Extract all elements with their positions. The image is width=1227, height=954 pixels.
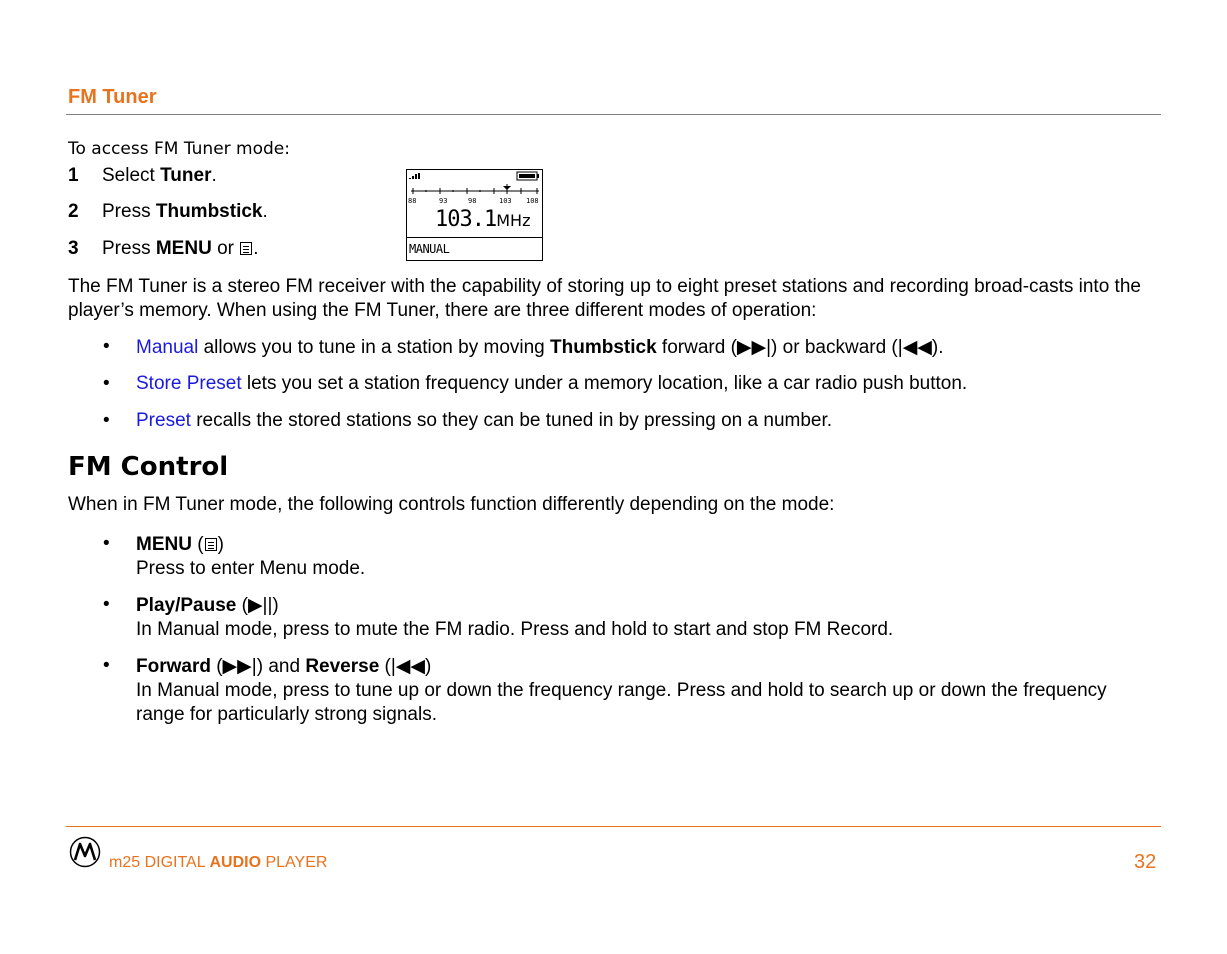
menu-icon <box>205 538 217 551</box>
mode-link-manual[interactable]: Manual <box>136 337 199 358</box>
fm-control-intro: When in FM Tuner mode, the following controls function differently depending on the mode: <box>68 494 835 515</box>
menu-icon <box>240 242 252 255</box>
section-title: FM Tuner <box>68 86 157 108</box>
mode-text: lets you set a station frequency under a memory location, like a car radio push button. <box>241 373 968 394</box>
step-number: 2 <box>68 201 79 222</box>
control-title: Play/Pause <box>136 595 237 616</box>
mode-text: recalls the stored stations so they can be tuned in by pressing on a number. <box>190 410 833 431</box>
scale-label: 108 <box>526 197 539 205</box>
scale-label: 88 <box>408 197 417 205</box>
step-2 <box>68 201 268 223</box>
step-text: Press <box>102 201 156 222</box>
battery-icon <box>517 172 539 180</box>
control-title-suffix: (▶▶|) and <box>210 656 306 677</box>
bullet-icon: • <box>103 533 110 554</box>
scale-label: 98 <box>468 197 477 205</box>
scale-label: 103 <box>499 197 512 205</box>
step-number: 1 <box>68 165 79 186</box>
step-number: 3 <box>68 238 79 259</box>
motorola-logo-icon <box>69 836 101 868</box>
control-description: Press to enter Menu mode. <box>136 558 366 579</box>
bullet-icon: • <box>103 655 110 676</box>
lcd-divider <box>407 237 542 238</box>
mode-text: forward (▶▶|) or backward (|◀◀). <box>656 337 944 358</box>
step-text: Press <box>102 238 156 259</box>
mode-link-preset[interactable]: Preset <box>136 410 191 431</box>
control-title-suffix: (▶||) <box>236 595 279 616</box>
mode-bold: Thumbstick <box>550 337 657 358</box>
step-bold: Tuner <box>160 165 212 186</box>
bullet-icon: • <box>103 410 110 431</box>
frequency-unit: MHz <box>496 211 531 230</box>
footer-product-name <box>109 854 327 872</box>
mode-text: allows you to tune in a station by moving <box>198 337 551 358</box>
footer-text-bold: AUDIO <box>209 854 262 871</box>
frequency-value: 103.1 <box>435 207 497 232</box>
step-1 <box>68 165 217 187</box>
bullet-icon: • <box>103 594 110 615</box>
step-text: . <box>262 201 268 222</box>
footer-rule <box>66 826 1161 827</box>
lcd-tuning-scale <box>407 170 542 206</box>
step-text: or <box>211 238 240 259</box>
control-title-suffix: ( <box>191 534 204 555</box>
step-text: . <box>211 165 217 186</box>
signal-strength-icon <box>409 173 420 179</box>
footer-text: m25 DIGITAL <box>109 854 210 871</box>
tuner-description: The FM Tuner is a stereo FM receiver with the capability of storing up to eight preset stations and recording broad-casts into the player’s memory. When using the FM Tuner, there are three different modes of operation: <box>68 276 1141 321</box>
tuning-marker-icon <box>503 184 511 194</box>
bullet-icon: • <box>103 373 110 394</box>
bullet-icon: • <box>103 336 110 357</box>
scale-label: 93 <box>439 197 448 205</box>
lcd-screen-illustration <box>406 169 543 261</box>
control-description: In Manual mode, press to mute the FM radio. Press and hold to start and stop FM Record. <box>136 619 894 640</box>
lcd-mode-label: MANUAL <box>409 242 450 256</box>
mode-link-store-preset[interactable]: Store Preset <box>136 373 242 394</box>
control-title-suffix: (|◀◀) <box>379 656 432 677</box>
footer-text: PLAYER <box>261 854 328 871</box>
header-rule <box>66 114 1161 115</box>
step-bold: Thumbstick <box>155 201 263 222</box>
page-number: 32 <box>1134 851 1157 873</box>
control-title: MENU <box>136 534 192 555</box>
step-text: . <box>253 238 259 259</box>
step-3 <box>68 238 259 260</box>
step-bold: MENU <box>155 238 212 259</box>
fm-control-heading: FM Control <box>68 452 229 482</box>
step-text: Select <box>102 165 161 186</box>
intro-text: To access FM Tuner mode: <box>68 139 290 159</box>
control-description: In Manual mode, press to tune up or down the frequency range. Press and hold to search up or down the frequency range for particularly strong signals. <box>136 680 1107 725</box>
control-title: Forward <box>136 656 211 677</box>
control-title-suffix: ) <box>217 534 224 555</box>
control-title: Reverse <box>305 656 380 677</box>
lcd-frequency <box>435 207 530 232</box>
